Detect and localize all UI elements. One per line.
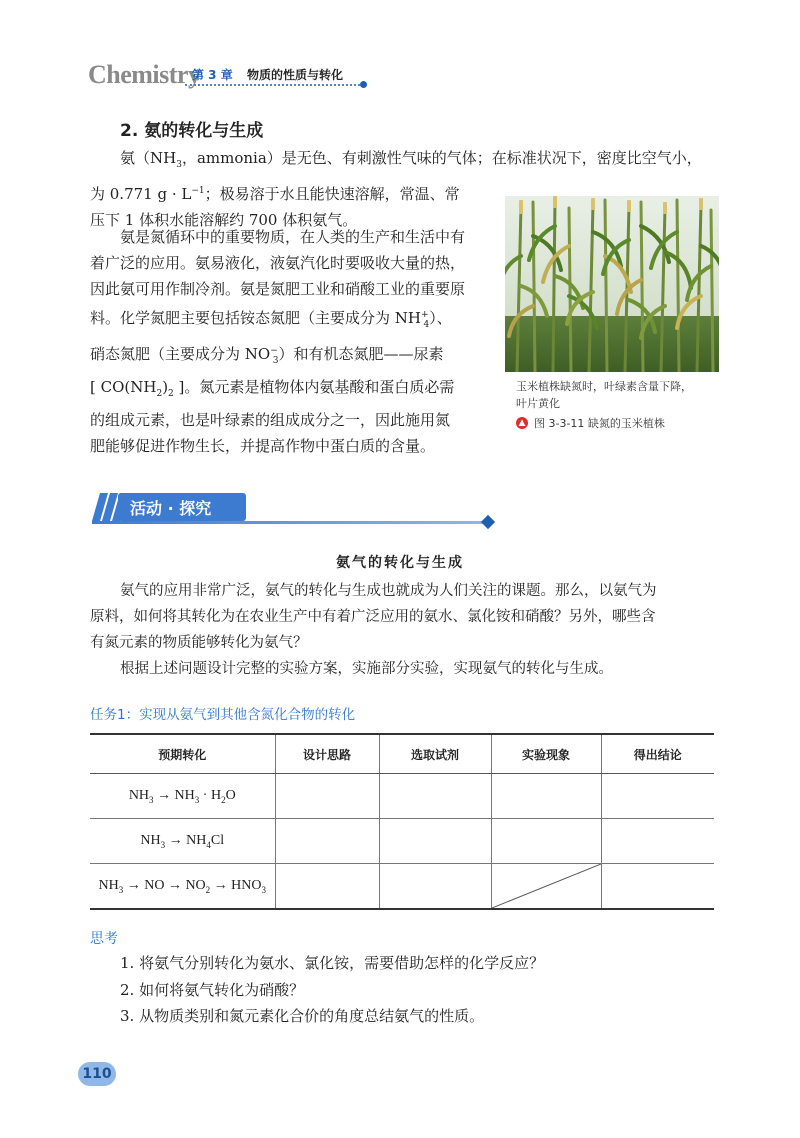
banner-underline — [92, 521, 487, 524]
conversion-table — [90, 733, 714, 910]
task-label: 任务1：实现从氨气到其他含氮化合物的转化 — [90, 707, 356, 723]
header-title: 物质的性质与转化 — [247, 68, 344, 82]
header-dot — [360, 81, 367, 88]
page-number: 110 — [78, 1062, 116, 1086]
table-header-row — [90, 734, 714, 774]
text-line: 的组成元素，也是叶绿素的组成成分之一，因此施用氮 — [90, 411, 451, 429]
paragraph-ammonia-uses — [90, 224, 495, 459]
column-header: 实验现象 — [491, 734, 601, 774]
diagonal-slash — [492, 864, 601, 908]
banner-diamond — [481, 515, 495, 529]
text-line: 肥能够促进作物生长，并提高作物中蛋白质的含量。 — [90, 437, 436, 455]
conclusion-cell[interactable] — [601, 864, 714, 910]
header-chapter: 第 3 章 — [192, 68, 233, 82]
text-line: 氨气的应用非常广泛，氨气的转化与生成也就成为人们关注的课题。那么，以氨气为 — [120, 583, 657, 599]
reagent-cell[interactable] — [379, 774, 491, 819]
conclusion-cell[interactable] — [601, 774, 714, 819]
text-line: 原料，如何将其转化为在农业生产中有着广泛应用的氨水、氯化铵和硝酸？另外，哪些含 — [90, 609, 656, 625]
phenomenon-cell[interactable] — [491, 819, 601, 864]
question-item: 3. 从物质类别和氮元素化合价的角度总结氨气的性质。 — [120, 1007, 485, 1025]
column-header: 设计思路 — [275, 734, 379, 774]
header-brand: Chemistry — [88, 60, 201, 89]
photo-caption — [516, 378, 716, 412]
text-line: 有氮元素的物质能够转化为氨气？ — [90, 635, 308, 651]
think-label: 思考 — [90, 931, 118, 947]
conclusion-cell[interactable] — [601, 819, 714, 864]
conversion-formula: $NH_3$ → NO → $NO_2 \to HNO_3$ — [90, 864, 275, 910]
conversion-formula: $NH_3 \to NH_3 \cdot H_2O$ — [90, 774, 275, 819]
column-header: 预期转化 — [90, 734, 275, 774]
text-line: 氨是氮循环中的重要物质，在人类的生产和生活中有 — [120, 228, 466, 246]
header-divider — [185, 84, 360, 86]
triangle-marker-icon — [516, 417, 528, 429]
activity-title: 氨气的转化与生成 — [336, 555, 464, 571]
table-row — [90, 774, 714, 819]
design-cell[interactable] — [275, 774, 379, 819]
text-line: 根据上述问题设计完整的实验方案，实施部分实验，实现氨气的转化与生成。 — [120, 661, 613, 677]
section-heading: 2. 氨的转化与生成 — [120, 121, 264, 141]
reagent-cell[interactable] — [379, 819, 491, 864]
column-header: 得出结论 — [601, 734, 714, 774]
table-row — [90, 819, 714, 864]
text-line: [ $CO(NH_2)_2$ ]。氮元素是植物体内氨基酸和蛋白质必需 — [90, 378, 455, 399]
caption-line: 叶片黄化 — [516, 397, 560, 410]
phenomenon-cell-crossed — [491, 864, 601, 910]
question-item: 2. 如何将氨气转化为硝酸？ — [120, 981, 305, 999]
design-cell[interactable] — [275, 864, 379, 910]
text-line: 因此氨可用作制冷剂。氨是氮肥工业和硝酸工业的重要原 — [90, 280, 466, 298]
corn-plants-photo — [505, 196, 719, 372]
activity-banner-title: 活动 · 探究 — [130, 499, 212, 518]
reagent-cell[interactable] — [379, 864, 491, 910]
caption-line: 玉米植株缺氮时，叶绿素含量下降， — [516, 380, 692, 393]
table-row — [90, 864, 714, 910]
figure-label — [516, 415, 665, 431]
text-line: 硝态氮肥（主要成分为 $NO^-_3$）和有机态氮肥——尿素 — [90, 345, 444, 366]
column-header: 选取试剂 — [379, 734, 491, 774]
text-line: 氨（$NH_3$，ammonia）是无色、有刺激性气味的气体；在标准状况下，密度比空气小， — [120, 149, 702, 170]
conversion-formula: $NH_3 \to NH_4Cl$ — [90, 819, 275, 864]
text-line: 压下 1 体积水能溶解约 700 体积氨气。 — [90, 211, 358, 229]
text-line: 为 0.771 $g \cdot L^{-1}$；极易溶于水且能快速溶解，常温、常 — [90, 185, 460, 203]
question-item: 1. 将氨气分别转化为氨水、氯化铵，需要借助怎样的化学反应？ — [120, 954, 545, 972]
text-line: 料。化学氮肥主要包括铵态氮肥（主要成分为 $NH^+_4$）、 — [90, 309, 452, 330]
phenomenon-cell[interactable] — [491, 774, 601, 819]
activity-intro — [90, 578, 720, 682]
text-line: 着广泛的应用。氨易液化，液氨汽化时要吸收大量的热， — [90, 254, 466, 272]
design-cell[interactable] — [275, 819, 379, 864]
figure-label-text: 图 3-3-11 缺氮的玉米植株 — [534, 417, 665, 430]
